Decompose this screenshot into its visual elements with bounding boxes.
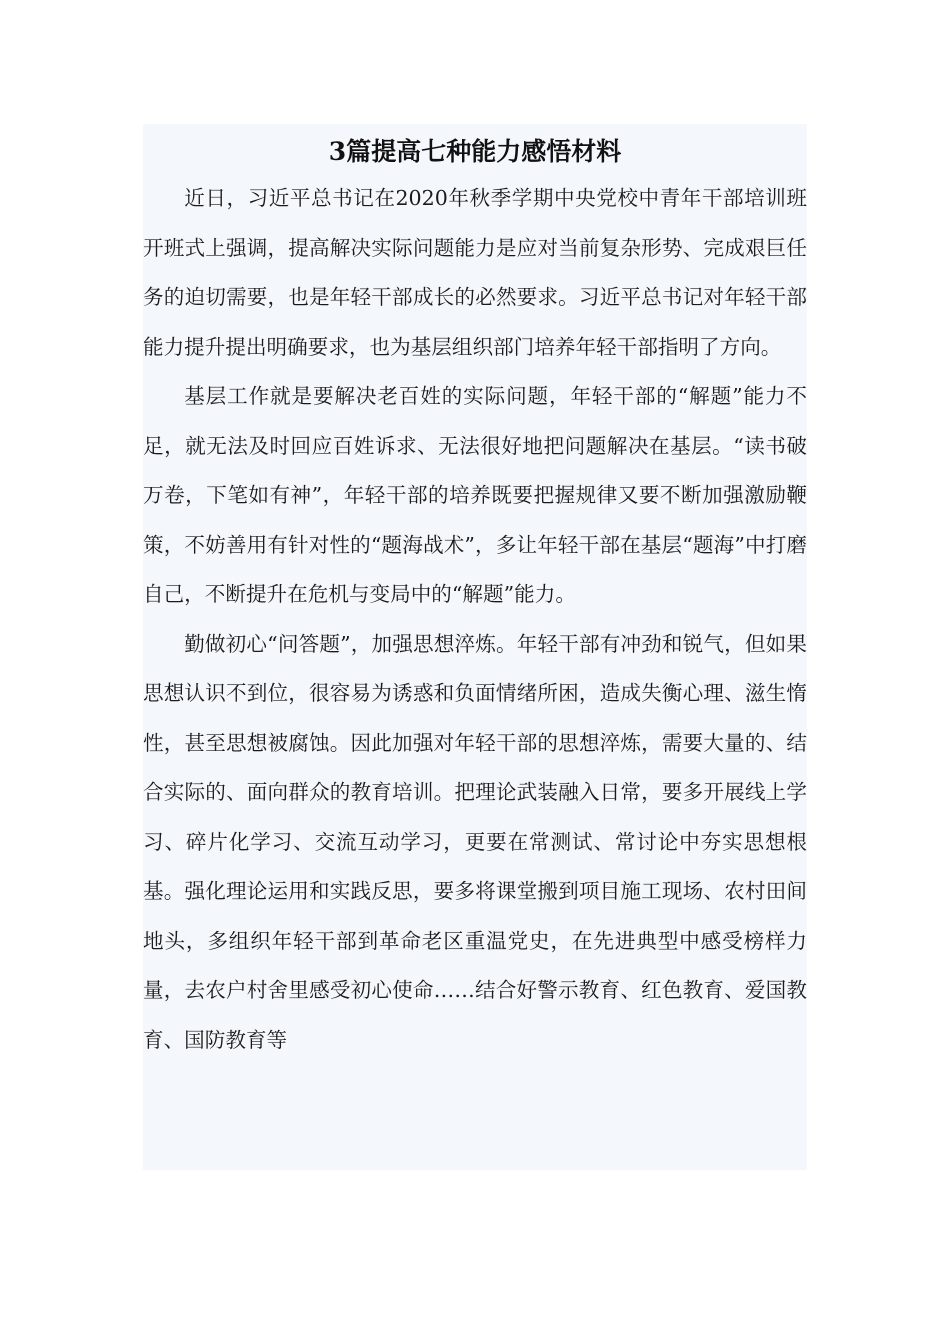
title-area	[143, 132, 807, 174]
paragraph-1: 近日，习近平总书记在2020年秋季学期中央党校中青年干部培训班开班式上强调，提高解决实际问题能力是应对当前复杂形势、完成艰巨任务的迫切需要，也是年轻干部成长的必然要求。习近平总书记对年轻干部能力提升提出明确要求，也为基层组织部门培养年轻干部指明了方向。	[143, 186, 807, 359]
paragraph-3: 勤做初心“问答题”，加强思想淬炼。年轻干部有冲劲和锐气，但如果思想认识不到位，很容易为诱惑和负面情绪所困，造成失衡心理、滋生惰性，甚至思想被腐蚀。因此加强对年轻干部的思想淬炼，需要大量的、结合实际的、面向群众的教育培训。把理论武装融入日常，要多开展线上学习、碎片化学习、交流互动学习，更要在常测试、常讨论中夯实思想根基。强化理论运用和实践反思，要多将课堂搬到项目施工现场、农村田间地头，多组织年轻干部到革命老区重温党史，在先进典型中感受榜样力量，去农户村舍里感受初心使命……结合好警示教育、红色教育、爱国教育、国防教育等	[143, 631, 807, 1052]
document-title: 3篇提高七种能力感悟材料	[328, 137, 622, 166]
document-page	[143, 124, 807, 1170]
paragraph-2: 基层工作就是要解决老百姓的实际问题，年轻干部的“解题”能力不足，就无法及时回应百姓诉求、无法很好地把问题解决在基层。“读书破万卷，下笔如有神”，年轻干部的培养既要把握规律又要不断加强激励鞭策，不妨善用有针对性的“题海战术”，多让年轻干部在基层“题海”中打磨自己，不断提升在危机与变局中的“解题”能力。	[143, 384, 807, 606]
